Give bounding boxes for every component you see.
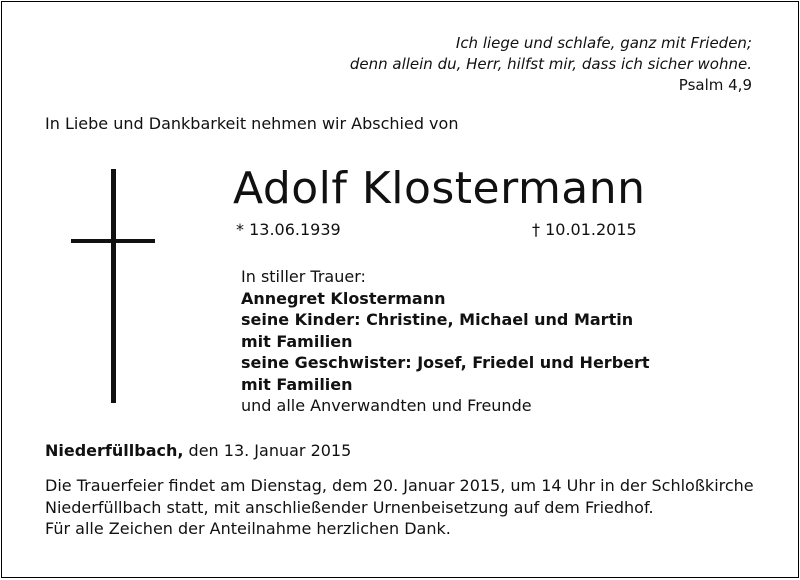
mourners-block <box>241 266 650 417</box>
obituary-notice <box>1 1 799 578</box>
verse-line-1: Ich liege und schlafe, ganz mit Frieden; <box>455 34 752 52</box>
funeral-line-3: Für alle Zeichen der Anteilnahme herzlichen Dank. <box>45 519 451 538</box>
mourners-closing: und alle Anverwandten und Freunde <box>241 396 532 415</box>
verse-reference: Psalm 4,9 <box>678 76 752 94</box>
place-town: Niederfüllbach, <box>45 441 184 460</box>
place-date-line <box>45 441 351 460</box>
deceased-name: Adolf Klostermann <box>233 163 646 214</box>
place-date: den 13. Januar 2015 <box>183 441 352 460</box>
mourner-line: seine Kinder: Christine, Michael und Martin <box>241 310 634 329</box>
verse-line-2: denn allein du, Herr, hilfst mir, dass ich sicher wohne. <box>349 55 752 73</box>
funeral-line-2: Niederfüllbach statt, mit anschließender Urnenbeisetzung auf dem Friedhof. <box>45 497 654 517</box>
funeral-line-1: Die Trauerfeier findet am Dienstag, dem 20. Januar 2015, um 14 Uhr in der Schloßkirche <box>45 476 754 495</box>
bible-verse <box>350 33 752 96</box>
mourners-heading: In stiller Trauer: <box>241 267 366 286</box>
mourner-line: seine Geschwister: Josef, Friedel und Herbert <box>241 353 650 372</box>
cross-horizontal-bar <box>71 239 155 243</box>
mourner-line: mit Familien <box>241 331 353 351</box>
mourner-line: Annegret Klostermann <box>241 288 446 308</box>
mourner-line: mit Familien <box>241 374 353 394</box>
cross-vertical-bar <box>111 169 116 403</box>
funeral-info <box>45 475 754 540</box>
intro-text: In Liebe und Dankbarkeit nehmen wir Abschied von <box>45 114 459 133</box>
birth-date: * 13.06.1939 <box>236 220 341 239</box>
death-date: † 10.01.2015 <box>532 220 637 239</box>
